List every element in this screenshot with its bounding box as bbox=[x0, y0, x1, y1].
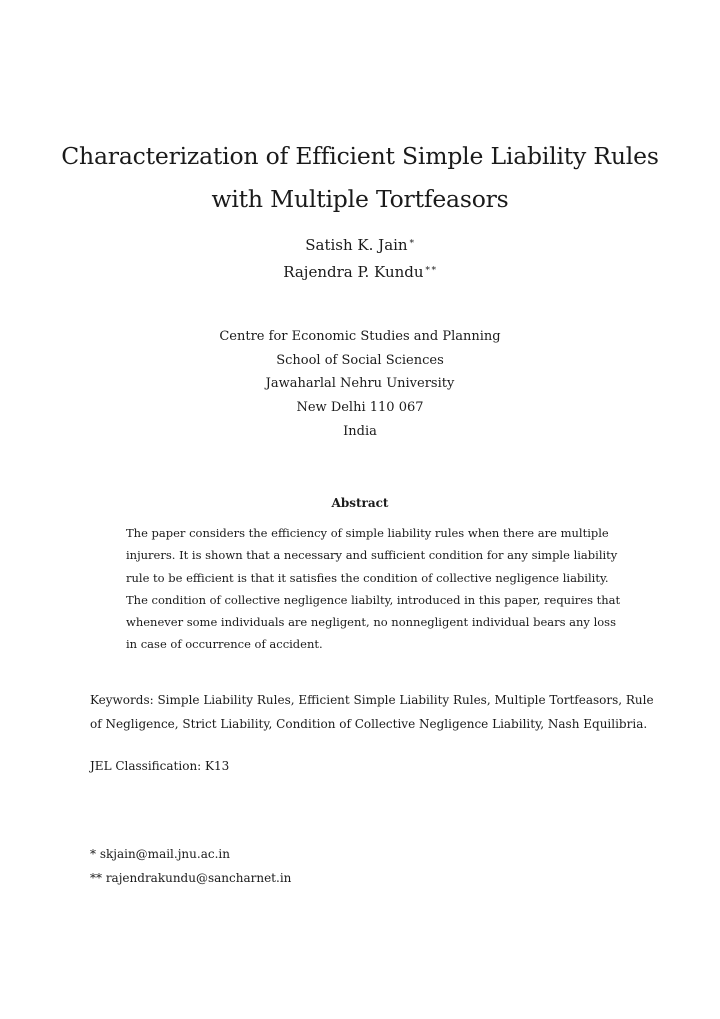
abstract-line-3: rule to be efficient is that it satisfies the condition of collective negligence liability. bbox=[126, 570, 609, 585]
affiliation-line-1: Centre for Economic Studies and Planning bbox=[219, 329, 501, 344]
footnote-1: * skjain@mail.jnu.ac.in bbox=[90, 847, 230, 861]
author-2-footnote-mark: ∗∗ bbox=[424, 264, 437, 274]
abstract-heading: Abstract bbox=[331, 496, 389, 510]
keywords-line-1: Keywords: Simple Liability Rules, Efficient Simple Liability Rules, Multiple Tortfeasors, Rule bbox=[90, 693, 654, 707]
footnote-2: ** rajendrakundu@sancharnet.in bbox=[90, 871, 292, 885]
affiliation-line-2: School of Social Sciences bbox=[276, 353, 444, 368]
keywords-line-2: of Negligence, Strict Liability, Condition of Collective Negligence Liability, Nash Equilibria. bbox=[90, 717, 648, 731]
abstract-line-1: The paper considers the efficiency of simple liability rules when there are multiple bbox=[126, 526, 609, 540]
abstract-line-4: The condition of collective negligence liabilty, introduced in this paper, requires that bbox=[126, 592, 621, 607]
author-2-name: Rajendra P. Kundu bbox=[283, 263, 424, 281]
author-1 bbox=[0, 238, 720, 253]
jel-classification: JEL Classification: K13 bbox=[90, 759, 230, 773]
abstract-line-6: in case of occurrence of accident. bbox=[126, 637, 323, 652]
paper-title-line-1: Characterization of Efficient Simple Liability Rules bbox=[61, 142, 659, 170]
author-1-footnote-mark: ∗ bbox=[408, 237, 415, 247]
affiliation-line-3: Jawaharlal Nehru University bbox=[265, 376, 455, 391]
abstract-body bbox=[126, 522, 621, 656]
affiliation-line-4: New Delhi 110 067 bbox=[296, 400, 424, 415]
author-1-name: Satish K. Jain bbox=[305, 236, 408, 254]
abstract-line-2: injurers. It is shown that a necessary and sufficient condition for any simple liability bbox=[126, 548, 618, 563]
author-2 bbox=[0, 265, 720, 280]
paper-title-line-2: with Multiple Tortfeasors bbox=[211, 185, 509, 213]
affiliation-line-5: India bbox=[343, 424, 377, 439]
abstract-line-5: whenever some individuals are negligent, no nonnegligent individual bears any loss bbox=[126, 615, 616, 630]
keywords bbox=[90, 688, 654, 736]
